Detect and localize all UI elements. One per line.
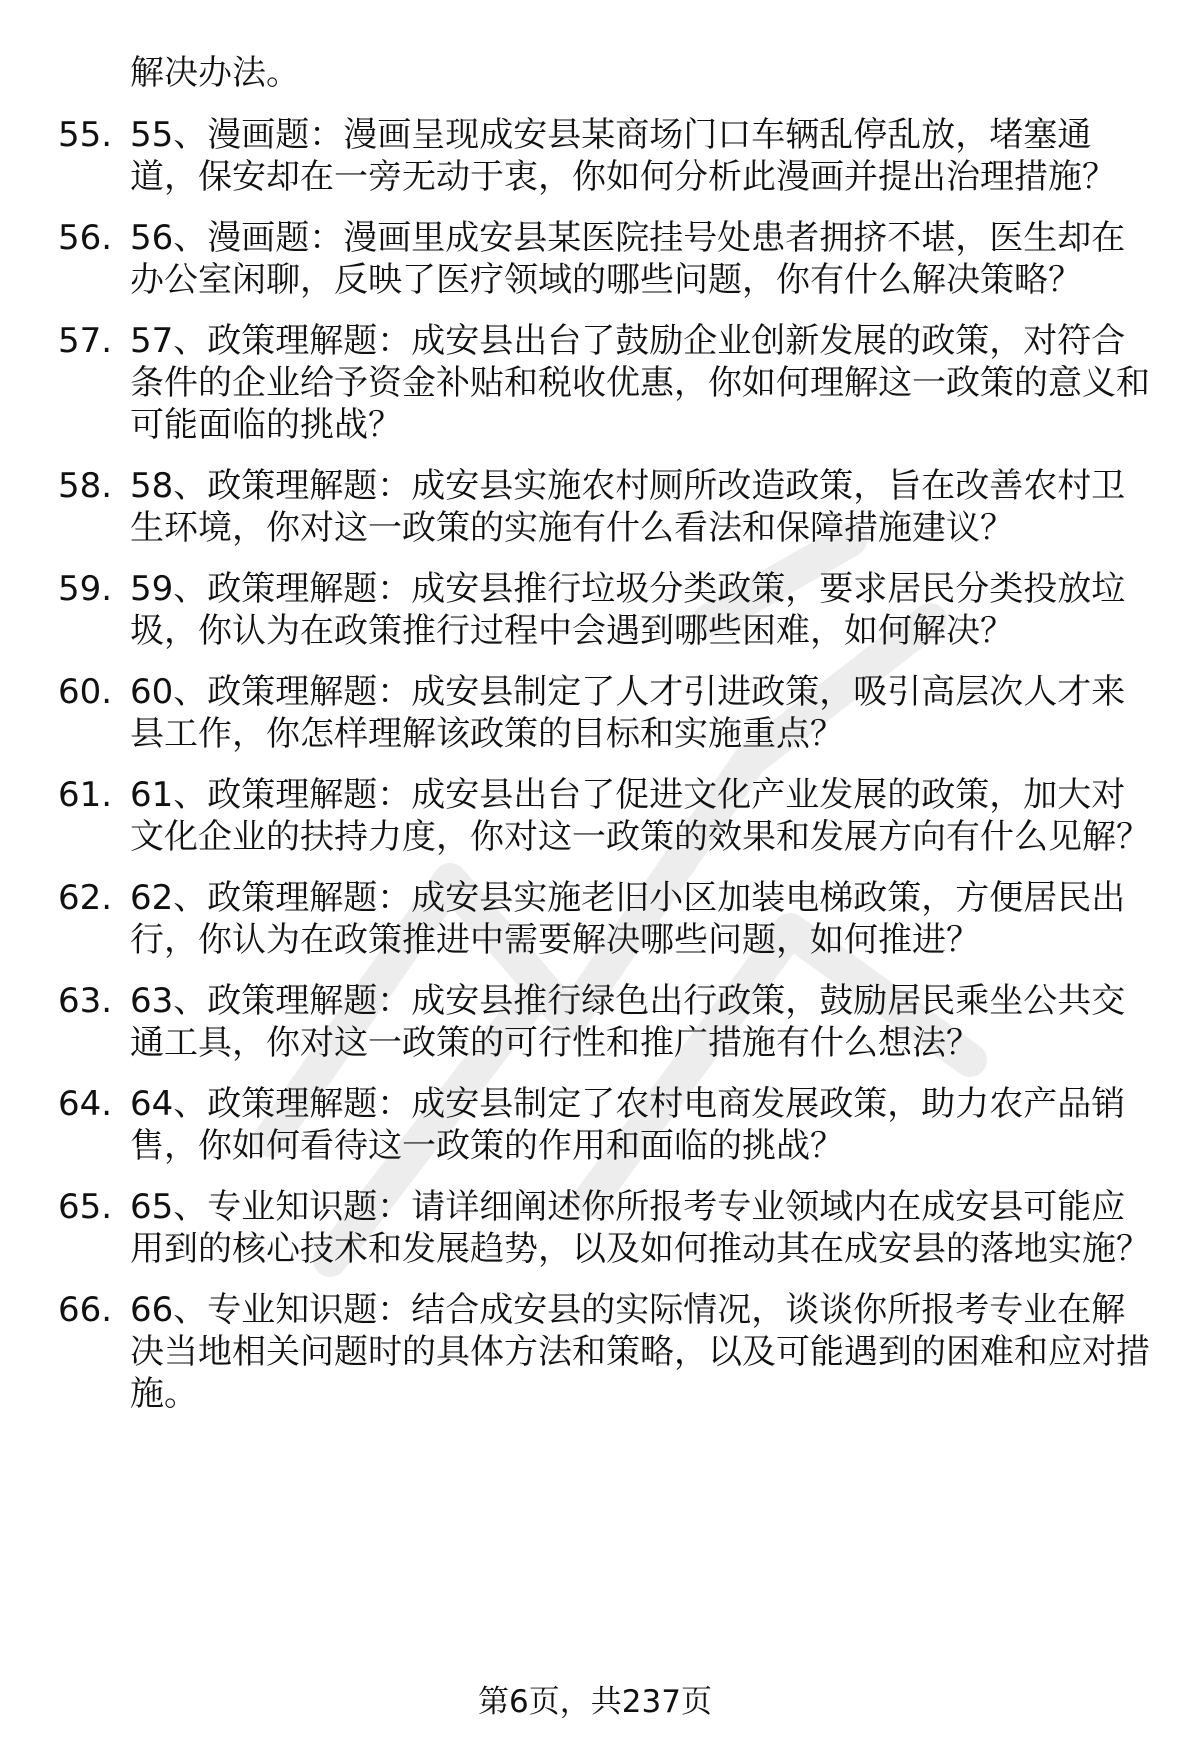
question-number: 57. (58, 321, 113, 361)
continuation-text: 解决办法。 (130, 53, 300, 93)
list-item (0, 877, 1150, 961)
question-number: 61. (58, 775, 113, 815)
list-item (0, 217, 1150, 301)
question-text: 57、政策理解题：成安县出台了鼓励企业创新发展的政策，对符合条件的企业给予资金补贴和税收优惠，你如何理解这一政策的意义和可能面临的挑战？ (130, 321, 1150, 445)
page-footer (0, 1682, 1190, 1722)
question-text: 58、政策理解题：成安县实施农村厕所改造政策，旨在改善农村卫生环境，你对这一政策的实施有什么看法和保障措施建议？ (130, 466, 1126, 548)
question-text: 56、漫画题：漫画里成安县某医院挂号处患者拥挤不堪，医生却在办公室闲聊，反映了医疗领域的哪些问题，你有什么解决策略？ (130, 218, 1126, 300)
question-number: 56. (58, 218, 113, 258)
question-text: 66、专业知识题：结合成安县的实际情况，谈谈你所报考专业在解决当地相关问题时的具体方法和策略，以及可能遇到的困难和应对措施。 (130, 1290, 1150, 1414)
list-item (0, 320, 1150, 446)
question-text: 65、专业知识题：请详细阐述你所报考专业领域内在成安县可能应用到的核心技术和发展趋势，以及如何推动其在成安县的落地实施？ (130, 1187, 1150, 1269)
list-item (0, 465, 1150, 549)
question-number: 65. (58, 1187, 113, 1227)
question-number: 62. (58, 878, 113, 918)
question-text: 59、政策理解题：成安县推行垃圾分类政策，要求居民分类投放垃圾，你认为在政策推行过程中会遇到哪些困难，如何解决？ (130, 569, 1126, 651)
question-text: 62、政策理解题：成安县实施老旧小区加装电梯政策，方便居民出行，你认为在政策推进中需要解决哪些问题，如何推进？ (130, 878, 1126, 960)
question-number: 63. (58, 981, 113, 1021)
list-item (0, 1083, 1150, 1167)
question-text: 64、政策理解题：成安县制定了农村电商发展政策，助力农产品销售，你如何看待这一政策的作用和面临的挑战？ (130, 1084, 1126, 1166)
question-number: 58. (58, 466, 113, 506)
question-text: 60、政策理解题：成安县制定了人才引进政策，吸引高层次人才来县工作，你怎样理解该政策的目标和实施重点？ (130, 672, 1126, 754)
question-text: 63、政策理解题：成安县推行绿色出行政策，鼓励居民乘坐公共交通工具，你对这一政策的可行性和推广措施有什么想法？ (130, 981, 1126, 1063)
list-item (0, 980, 1150, 1064)
list-item (0, 568, 1150, 652)
question-text: 61、政策理解题：成安县出台了促进文化产业发展的政策，加大对文化企业的扶持力度，你对这一政策的效果和发展方向有什么见解？ (130, 775, 1150, 857)
list-item (0, 1186, 1150, 1270)
list-item (0, 114, 1150, 198)
list-item (0, 671, 1150, 755)
list-item (0, 1289, 1150, 1415)
question-number: 60. (58, 672, 113, 712)
question-number: 64. (58, 1084, 113, 1124)
question-number: 55. (58, 115, 113, 155)
page-number: 第6页，共237页 (478, 1684, 712, 1720)
question-text: 55、漫画题：漫画呈现成安县某商场门口车辆乱停乱放，堵塞通道，保安却在一旁无动于衷，你如何分析此漫画并提出治理措施？ (130, 115, 1116, 197)
question-list (0, 114, 1190, 1434)
question-number: 59. (58, 569, 113, 609)
question-number: 66. (58, 1290, 113, 1330)
list-item (0, 774, 1150, 858)
